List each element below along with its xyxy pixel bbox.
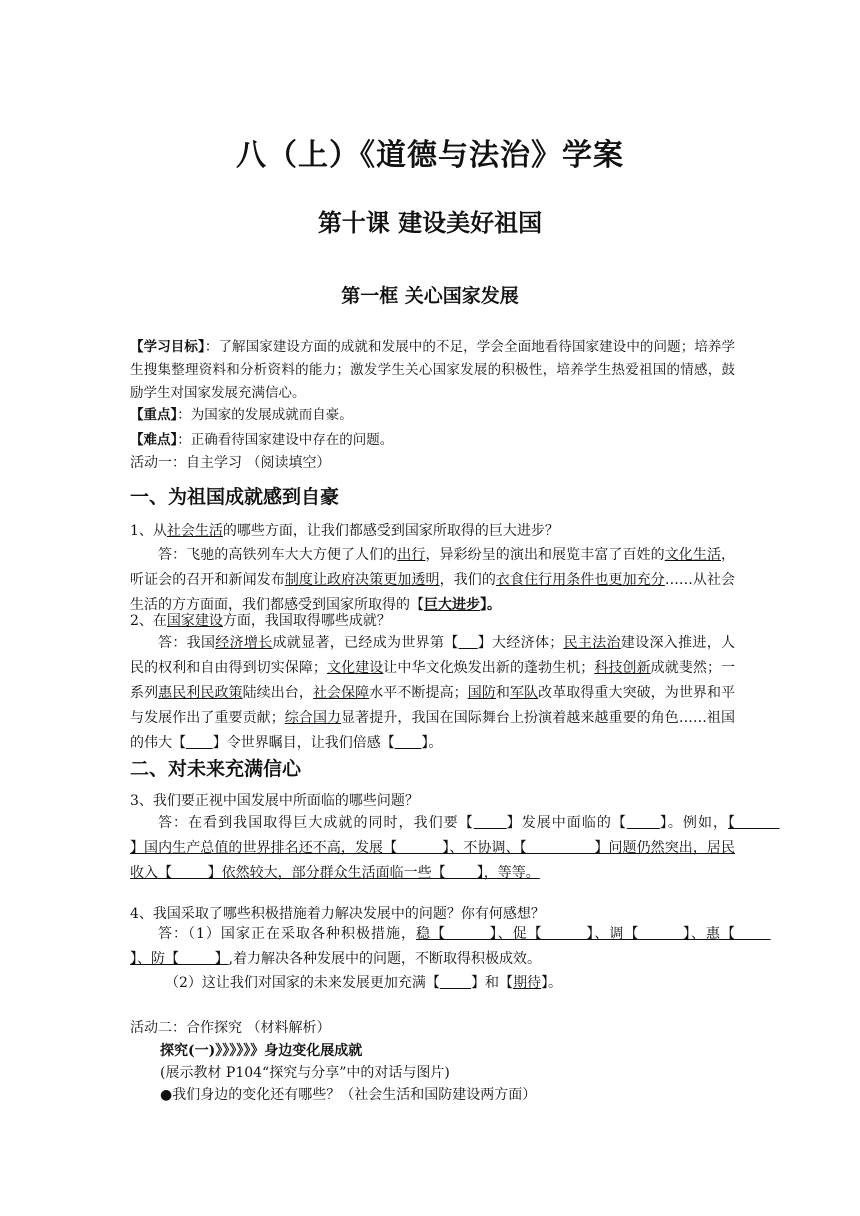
a3-blank [474, 815, 507, 831]
a2-seg: 显著提升，我国在国际舞台上扮演着越来越重要的角色……祖国的伟大【 [130, 710, 736, 751]
a4-blank: 稳【 】、促【 】、调【 】、惠【 】、防【 】 [130, 926, 771, 967]
a3-seg: 】发展中面临的【 [506, 815, 627, 831]
a2-blank: 综合国力 [284, 710, 342, 726]
a1-seg: ……从社会生活的方方面面，我们都感受到国家所取得的【 [130, 572, 736, 613]
a2-blank: 国防 [467, 685, 496, 701]
question-3: 3、我们要正视中国发展中所面临的哪些问题？ [130, 793, 419, 809]
a2-blank: 经济增长 [215, 635, 273, 651]
a2-seg: 】令世界瞩目，让我们倍感【 [212, 735, 395, 751]
lesson-title: 第十课 建设美好祖国 [317, 209, 543, 237]
a1-seg: 】。 [480, 597, 501, 613]
answer-2 [130, 631, 735, 756]
q2-underline: 国家建设 [166, 613, 223, 629]
a4-seg: 答：（1）国家正在采取各种积极措施， [158, 926, 416, 942]
a2-blank: 文化建设 [326, 660, 384, 676]
a2-seg: 成就斐然；一系列 [130, 660, 736, 701]
objectives-text: ：了解国家建设方面的成就和发展中的不足，学会全面地看待国家建设中的问题；培养学生搜集整理资料和分析资料的能力；激发学生关心国家发展的积极性，培养学生热爱祖国的情感，鼓励学生对国家发展充满信心。 [130, 339, 736, 401]
a1-blank: 出行 [397, 547, 426, 563]
a2-blank [186, 735, 213, 751]
answer-4-part-2 [165, 972, 770, 992]
a3-blank: 【 】国内生产总值的世界排名还不高，发展【 】、不协调、【 】问题仍然突出，居民收入【 】依然较大，部分群众生活面临一些【 】，等等。 [130, 815, 780, 881]
q1-num: 1、从 [130, 523, 167, 539]
show-note: (展示教材 P104“探究与分享”中的对话与图片) [160, 1065, 450, 1081]
key-point-label: 【重点】 [130, 407, 178, 423]
a2-seg: 让中华文化焕发出新的蓬勃生机； [383, 660, 595, 676]
a2-seg: 成就显著，已经成为世界第【 [272, 635, 459, 651]
answer-4-part-1 [130, 922, 771, 972]
a4-2-seg: 】。 [541, 975, 563, 991]
activity-one: 活动一：自主学习 （阅读填空） [130, 455, 331, 471]
section-one-heading: 一、为祖国成就感到自豪 [130, 486, 340, 508]
a2-seg: 水平不断提高； [369, 685, 468, 701]
a1-blank: 巨大进步 [424, 597, 480, 613]
activity-two: 活动二：合作探究 （材料解析） [130, 1020, 331, 1036]
a2-blank: 民主法治 [563, 635, 621, 651]
a2-blank [459, 635, 478, 651]
a1-seg: 答：飞驰的高铁列车大大方便了人们的 [158, 547, 398, 563]
a4-2-seg: （2）这让我们对国家的未来发展更加充满【 [165, 975, 440, 991]
a1-seg: ，异彩纷呈的演出和展览丰富了百姓的 [425, 547, 665, 563]
q1-underline: 社会生活 [166, 523, 223, 539]
a4-2-blank [440, 975, 471, 991]
key-point [130, 403, 735, 423]
bullet-question: ●我们身边的变化还有哪些？（社会生活和国防建设两方面） [160, 1087, 537, 1103]
learning-objectives [130, 336, 735, 405]
frame-title: 第一框 关心国家发展 [341, 285, 519, 307]
a2-seg: 改革取得重大突破，为世界和平与发展作出了重要贡献； [130, 685, 736, 726]
a3-seg: 】。例如， [659, 815, 729, 831]
a4-2-blank: 期待 [513, 975, 542, 991]
a3-seg: 答：在看到我国取得巨大成就的同时，我们要【 [158, 815, 474, 831]
answer-1 [130, 543, 735, 618]
a3-blank [627, 815, 660, 831]
question-2 [130, 610, 735, 630]
a4-seg: ,着力解决各种发展中的问题，不断取得积极成效。 [228, 951, 542, 967]
a1-seg: ，我们的 [439, 572, 496, 588]
a2-blank [395, 735, 422, 751]
a2-seg: 答：我国 [158, 635, 216, 651]
objectives-label: 【学习目标】 [130, 339, 205, 355]
a2-blank: 惠民利民政策 [158, 685, 243, 701]
explore-one-heading: 探究(一)》》》》》》身边变化展成就 [160, 1043, 363, 1059]
question-1 [130, 520, 735, 540]
a2-blank: 科技创新 [594, 660, 651, 676]
q2-rest: 方面，我国取得哪些成就？ [222, 613, 391, 629]
a1-blank: 文化生活 [664, 547, 722, 563]
difficulty-text: ：正确看待国家建设中存在的问题。 [177, 432, 394, 448]
q1-rest: 的哪些方面，让我们都感受到国家所取得的巨大进步？ [222, 523, 559, 539]
answer-3 [130, 811, 780, 886]
a1-blank: 衣食住行用条件也更加充分 [495, 572, 665, 588]
q2-num: 2、在 [130, 613, 167, 629]
difficulty-label: 【难点】 [130, 432, 178, 448]
a1-seg: ，听证会的召开和新闻发布 [130, 547, 736, 588]
a2-seg: 陆续出台， [242, 685, 313, 701]
a2-seg: 和 [495, 685, 510, 701]
question-4: 4、我国采取了哪些积极措施着力解决发展中的问题？你有何感想？ [130, 906, 545, 922]
a2-blank: 社会保障 [312, 685, 370, 701]
a4-2-seg: 】和【 [471, 975, 514, 991]
a1-blank: 制度让政府决策更加透明 [284, 572, 440, 588]
a2-seg: 】大经济体； [477, 635, 564, 651]
a2-seg: 建设深入推进，人民的权利和自由得到切实保障； [130, 635, 736, 676]
key-point-text: ：为国家的发展成就而自豪。 [177, 407, 353, 423]
document-title: 八（上）《道德与法治》学案 [236, 138, 624, 173]
section-two-heading: 二、对未来充满信心 [130, 758, 302, 780]
difficulty [130, 428, 735, 448]
a2-seg: 】。 [421, 735, 443, 751]
a2-blank: 军队 [509, 685, 539, 701]
